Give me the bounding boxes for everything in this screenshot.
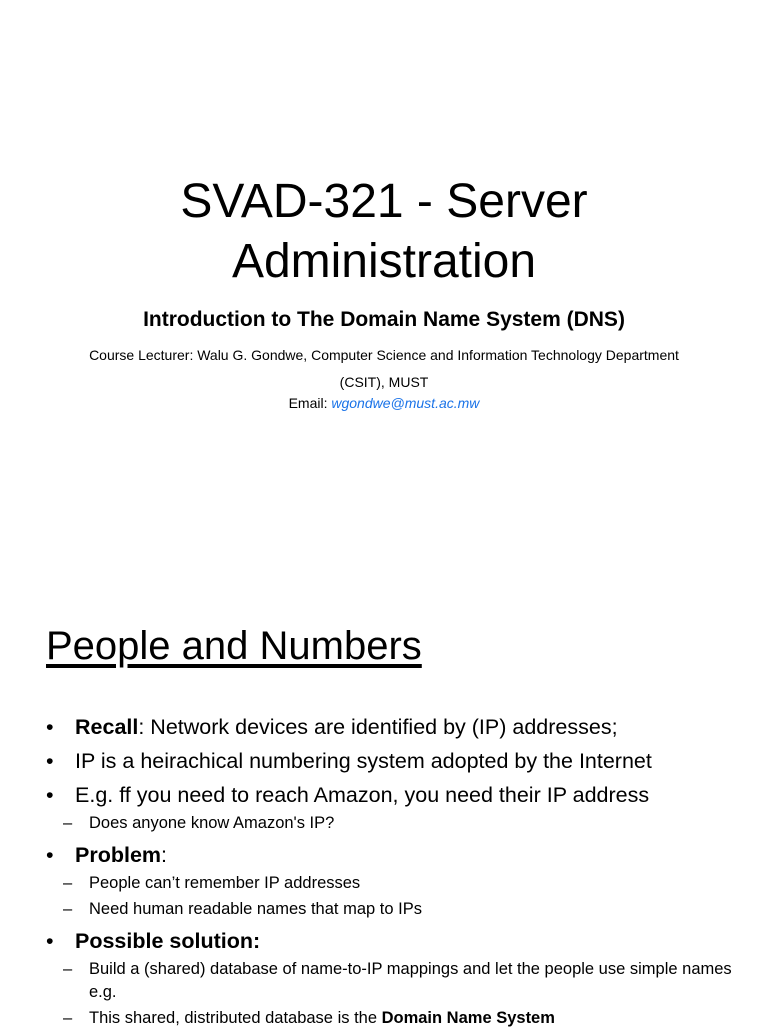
bullet-text: IP is a heirachical numbering system adopted by the Internet <box>75 749 652 773</box>
email-label: Email: <box>288 395 332 411</box>
sub-bullet-item <box>46 1007 746 1030</box>
slide-title-line-1: SVAD-321 - Server <box>180 175 588 228</box>
bullet-item <box>46 838 746 872</box>
bullet-dot-icon: • <box>46 843 54 867</box>
bullet-text: : <box>161 843 168 867</box>
dash-icon: – <box>63 814 73 832</box>
bullet-dot-icon: • <box>46 749 54 773</box>
bullet-item <box>46 924 746 958</box>
lecturer-info: Course Lecturer: Walu G. Gondwe, Computer Science and Information Technology Department (CSIT), MUST <box>89 347 679 390</box>
sub-bullet-text: People can’t remember IP addresses <box>89 874 361 892</box>
slide-subtitle: Introduction to The Domain Name System (DNS) <box>143 308 625 331</box>
content-slide <box>0 560 768 1027</box>
dash-icon: – <box>63 1009 73 1027</box>
bullet-text: E.g. ff you need to reach Amazon, you need their IP address <box>75 783 650 807</box>
bullet-bold: Possible solution: <box>75 929 261 953</box>
dash-icon: – <box>63 874 73 892</box>
sub-bullet-bold: Domain Name System <box>381 1009 555 1027</box>
sub-bullet-item <box>46 812 746 835</box>
dash-icon: – <box>63 960 73 978</box>
bullet-dot-icon: • <box>46 783 54 807</box>
bullet-bold: Problem <box>75 843 162 867</box>
email-link[interactable]: wgondwe@must.ac.mw <box>331 395 480 411</box>
slide-title <box>0 172 768 292</box>
slide-heading: People and Numbers <box>46 624 422 668</box>
bullet-bold: Recall <box>75 715 139 739</box>
slide-title-line-2: Administration <box>231 235 537 288</box>
sub-bullet-text: Build a (shared) database of name-to-IP mappings and let the people use simple names e.g. <box>89 960 732 1001</box>
bullet-item <box>46 778 746 812</box>
sub-bullet-text: Need human readable names that map to IPs <box>89 900 422 918</box>
bullet-item <box>46 710 746 744</box>
sub-bullet-text: This shared, distributed database is the <box>89 1009 382 1027</box>
sub-bullet-text: Does anyone know Amazon's IP? <box>89 814 335 832</box>
sub-bullet-item <box>46 872 746 895</box>
sub-bullet-item <box>46 958 746 1004</box>
bullet-item <box>46 744 746 778</box>
bullet-list <box>46 710 746 1033</box>
bullet-dot-icon: • <box>46 929 54 953</box>
sub-bullet-item <box>46 898 746 921</box>
bullet-text: : Network devices are identified by (IP) addresses; <box>138 715 618 739</box>
bullet-dot-icon: • <box>46 715 54 739</box>
email-line <box>0 395 768 411</box>
dash-icon: – <box>63 900 73 918</box>
